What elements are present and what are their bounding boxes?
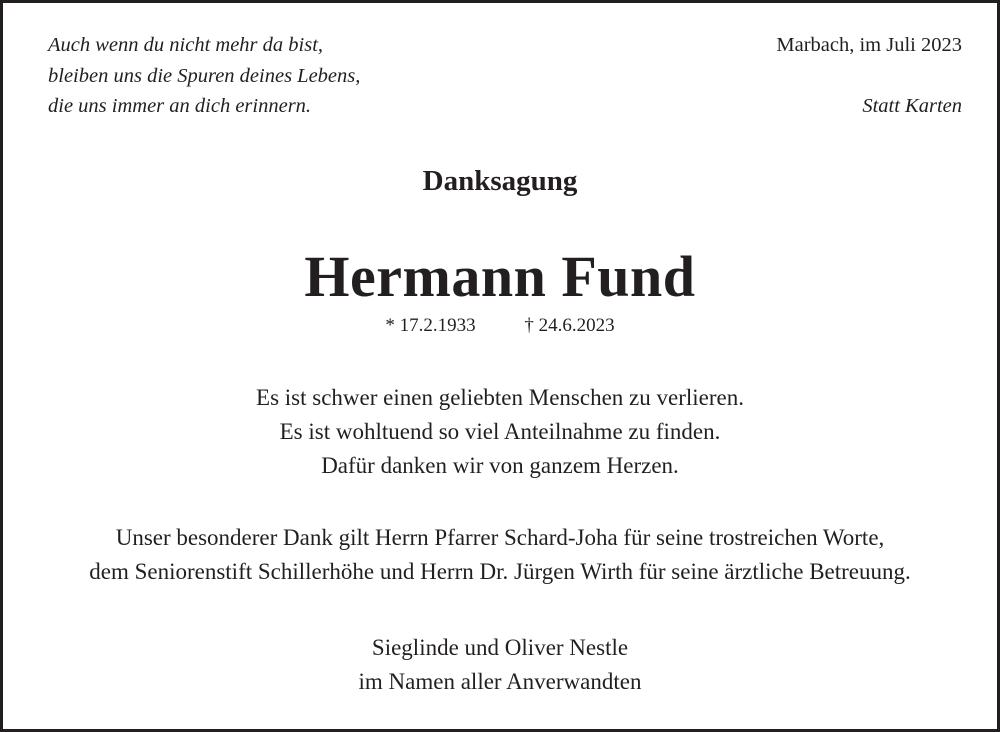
death-date: † 24.6.2023 <box>524 315 615 336</box>
header-right <box>776 30 962 122</box>
poem-line: Auch wenn du nicht mehr da bist, <box>48 34 324 56</box>
birth-date: * 17.2.1933 <box>385 315 476 336</box>
text-line: Dafür danken wir von ganzem Herzen. <box>321 453 679 478</box>
poem-line: die uns immer an dich erinnern. <box>48 95 312 117</box>
text-line: Es ist schwer einen geliebten Menschen zu verlieren. <box>256 385 744 410</box>
text-line: Es ist wohltuend so viel Anteilnahme zu finden. <box>279 419 721 444</box>
poem <box>48 30 360 122</box>
signature <box>3 631 997 699</box>
statt-karten-note: Statt Karten <box>862 95 962 117</box>
deceased-name: Hermann Fund <box>304 244 696 309</box>
heading: Danksagung <box>422 165 578 197</box>
text-line: dem Seniorenstift Schillerhöhe und Herrn Dr. Jürgen Wirth für seine ärztliche Betreuung. <box>89 559 911 584</box>
signature-line: Sieglinde und Oliver Nestle <box>371 635 629 660</box>
poem-line: bleiben uns die Spuren deines Lebens, <box>48 64 361 87</box>
signature-line: im Namen aller Anverwandten <box>358 669 642 694</box>
thanks-paragraph <box>3 381 997 483</box>
text-line: Unser besonderer Dank gilt Herrn Pfarrer Schard-Joha für seine trostreichen Worte, <box>115 525 885 550</box>
life-dates <box>3 315 997 337</box>
special-thanks-paragraph <box>3 521 997 589</box>
place-date: Marbach, im Juli 2023 <box>776 34 962 56</box>
